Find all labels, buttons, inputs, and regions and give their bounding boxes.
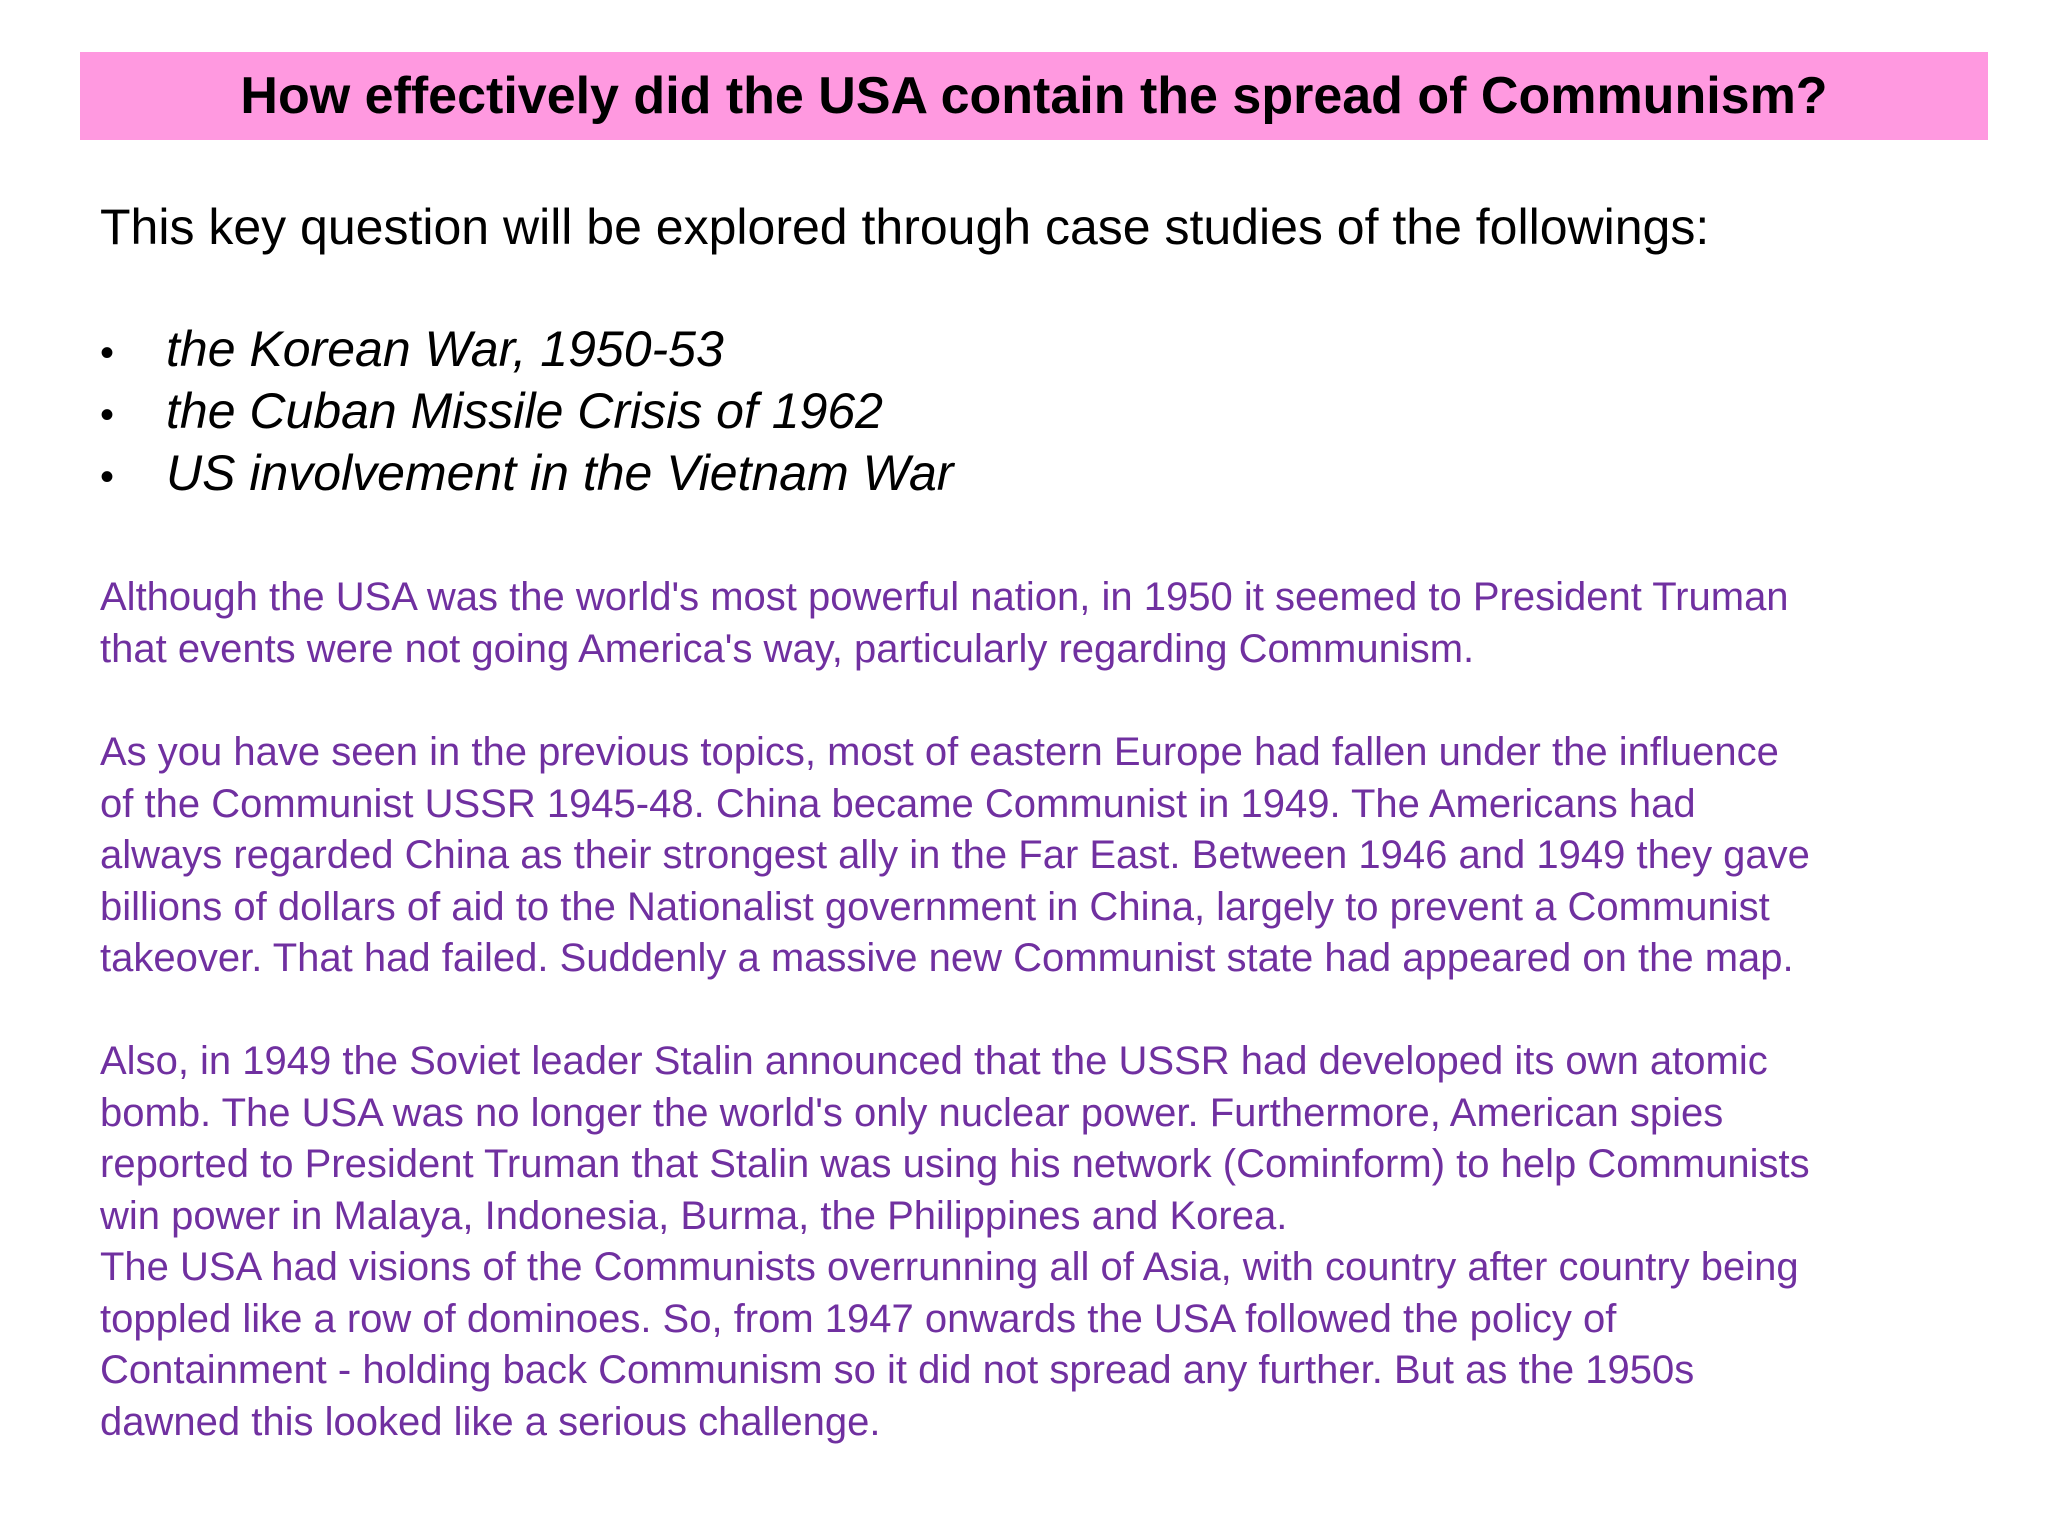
bullet-icon: • [100,331,115,375]
paragraph-line: Containment - holding back Communism so it did not spread any further. But as the 1950s [100,1348,1695,1392]
list-item-text: the Korean War, 1950-53 [166,321,724,377]
paragraph-line: toppled like a row of dominoes. So, from 1947 onwards the USA followed the policy of [100,1296,1617,1341]
paragraph-containment [100,1036,2000,1448]
paragraph-china [100,727,2000,985]
paragraph-line: reported to President Truman that Stalin was using his network (Cominform) to help Communists [100,1142,1810,1186]
paragraph-line: billions of dollars of aid to the Nationalist government in China, largely to prevent a Communist [100,884,1770,929]
paragraph-line: of the Communist USSR 1945-48. China became Communist in 1949. The Americans had [100,781,1696,826]
paragraph-line: Also, in 1949 the Soviet leader Stalin announced that the USSR had developed its own atomic [100,1039,1768,1083]
case-study-list [100,320,953,506]
list-item [100,382,953,444]
page-title: How effectively did the USA contain the spread of Communism? [240,67,1828,125]
paragraph-line: win power in Malaya, Indonesia, Burma, the Philippines and Korea. [100,1193,1288,1238]
list-item [100,444,953,506]
paragraph-line: always regarded China as their strongest ally in the Far East. Between 1946 and 1949 they gave [100,833,1810,877]
list-item-text: US involvement in the Vietnam War [166,445,954,501]
list-item-text: the Cuban Missile Crisis of 1962 [166,383,883,439]
paragraph-line: The USA had visions of the Communists overrunning all of Asia, with country after country being [100,1245,1799,1289]
paragraph-line: that events were not going America's way, particularly regarding Communism. [100,626,1475,671]
paragraph-line: Although the USA was the world's most powerful nation, in 1950 it seemed to President Truman [100,575,1789,619]
paragraph-line: As you have seen in the previous topics, most of eastern Europe had fallen under the influence [100,730,1779,774]
bullet-icon: • [100,393,115,437]
intro-text: This key question will be explored through case studies of the followings: [100,199,1710,255]
bullet-icon: • [100,455,115,499]
title-banner [80,52,1988,140]
paragraph-line: bomb. The USA was no longer the world's only nuclear power. Furthermore, American spies [100,1090,1724,1135]
paragraph-line: dawned this looked like a serious challenge. [100,1399,881,1444]
list-item [100,320,953,382]
paragraph-line: takeover. That had failed. Suddenly a massive new Communist state had appeared on the map. [100,936,1794,980]
paragraph-truman [100,572,2000,675]
